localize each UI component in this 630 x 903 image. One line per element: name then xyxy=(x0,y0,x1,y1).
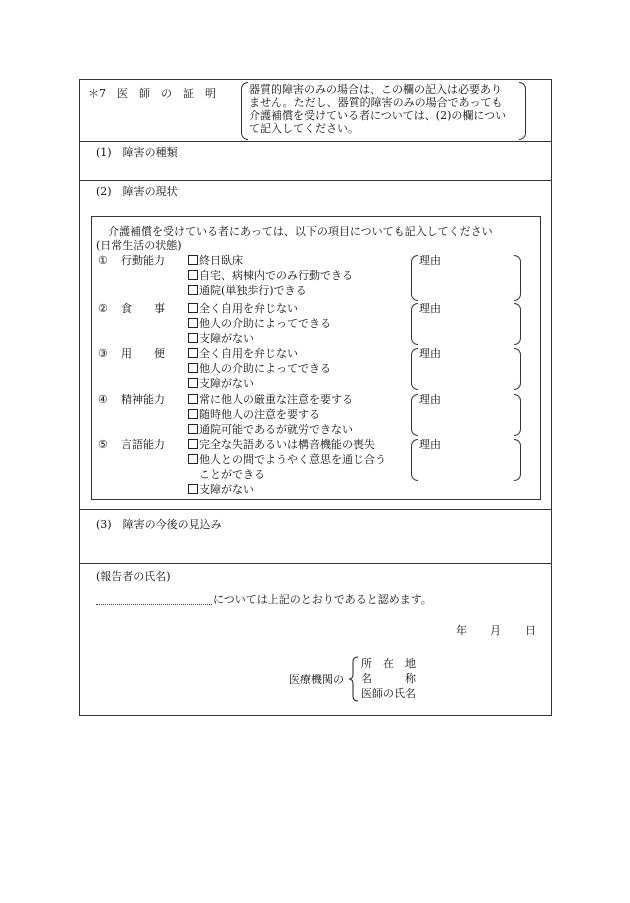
note-line-3: 介護補償を受けている者については、(2)の欄につい xyxy=(249,109,507,122)
item2-option-1: 全く自用を弁じない xyxy=(188,302,298,316)
item2-name: 食 事 xyxy=(121,302,165,315)
item4-name: 精神能力 xyxy=(121,393,165,406)
date-day: 日 xyxy=(525,624,536,637)
item5-option-1: 完全な失語あるいは構音機能の喪失 xyxy=(188,438,375,452)
item3-option-3: 支障がない xyxy=(188,377,254,391)
item5-option-2-cont: ことができる xyxy=(199,468,265,481)
item3-reason-bracket-left xyxy=(411,348,418,390)
item4-num: ④ xyxy=(98,393,108,406)
item2-reason: 理由 xyxy=(419,302,441,315)
frame-left xyxy=(79,79,80,715)
checkbox[interactable] xyxy=(188,439,198,449)
note-line-4: て記入してください。 xyxy=(249,122,359,135)
checkbox[interactable] xyxy=(188,424,198,434)
item4-reason-bracket-left xyxy=(411,394,418,436)
item2-option-3: 支障がない xyxy=(188,332,254,346)
checkbox[interactable] xyxy=(188,394,198,404)
checkbox[interactable] xyxy=(188,378,198,388)
checkbox[interactable] xyxy=(188,318,198,328)
item4-option-3: 通院可能であるが就労できない xyxy=(188,423,353,437)
daily-life-label: (日常生活の状態) xyxy=(96,239,182,252)
item1-option-1: 終日臥床 xyxy=(188,254,243,268)
item5-option-2: 他人との間でようやく意思を通じ合う xyxy=(188,453,386,467)
item5-reason-bracket-right xyxy=(514,439,521,481)
field-doctor: 医師の氏名 xyxy=(361,687,416,700)
reporter-name-field[interactable] xyxy=(96,603,212,605)
item4-reason-bracket-right xyxy=(514,394,521,436)
item5-reason: 理由 xyxy=(419,438,441,451)
checkbox[interactable] xyxy=(188,285,198,295)
note-line-1: 器質的障害のみの場合は、この欄の記入は必要あり xyxy=(249,83,502,96)
item5-num: ⑤ xyxy=(98,438,108,451)
reporter-name-label: (報告者の氏名) xyxy=(96,570,171,583)
item3-num: ③ xyxy=(98,347,108,360)
divider-2 xyxy=(79,180,551,181)
item2-option-2: 他人の介助によってできる xyxy=(188,317,331,331)
checkbox[interactable] xyxy=(188,270,198,280)
frame-bottom xyxy=(79,715,552,716)
section-title: ＊7 医 師 の 証 明 xyxy=(88,87,216,100)
sec3-label: (3) 障害の今後の見込み xyxy=(96,518,222,531)
item1-reason: 理由 xyxy=(419,254,441,267)
divider-4 xyxy=(79,563,551,564)
item1-option-3: 通院(単独歩行)できる xyxy=(188,284,307,298)
item4-option-2: 随時他人の注意を要する xyxy=(188,408,320,422)
item1-reason-bracket-left xyxy=(411,255,418,301)
item2-reason-bracket-left xyxy=(411,303,418,345)
item1-num: ① xyxy=(98,254,108,267)
item2-num: ② xyxy=(98,302,108,315)
note-bracket-right xyxy=(519,82,526,140)
checkbox[interactable] xyxy=(188,454,198,464)
note-bracket-left xyxy=(241,82,248,140)
item3-option-1: 全く自用を弁じない xyxy=(188,347,298,361)
item1-reason-bracket-right xyxy=(514,255,521,301)
checkbox[interactable] xyxy=(188,255,198,265)
item5-option-3: 支障がない xyxy=(188,483,254,497)
item5-reason-bracket-left xyxy=(411,439,418,481)
frame-top xyxy=(79,79,551,80)
item4-option-1: 常に他人の厳重な注意を要する xyxy=(188,393,353,407)
item3-reason: 理由 xyxy=(419,347,441,360)
item5-name: 言語能力 xyxy=(121,438,165,451)
field-address: 所 在 地 xyxy=(361,657,416,670)
frame-right xyxy=(551,79,552,715)
date-year: 年 xyxy=(456,624,467,637)
note-line-2: ません。ただし、器質的障害のみの場合であっても xyxy=(249,96,503,109)
checkbox[interactable] xyxy=(188,409,198,419)
item3-reason-bracket-right xyxy=(514,348,521,390)
sec2-label: (2) 障害の現状 xyxy=(96,185,178,198)
brace-icon xyxy=(349,656,359,702)
item4-reason: 理由 xyxy=(419,393,441,406)
item1-option-2: 自宅、病棟内でのみ行動できる xyxy=(188,269,353,283)
date-month: 月 xyxy=(490,624,501,637)
checkbox[interactable] xyxy=(188,303,198,313)
care-box-intro: 介護補償を受けている者にあっては、以下の項目についても記入してください xyxy=(108,225,493,238)
field-name: 名 称 xyxy=(361,672,416,685)
checkbox[interactable] xyxy=(188,333,198,343)
item3-name: 用 便 xyxy=(121,347,165,360)
sec1-label: (1) 障害の種類 xyxy=(96,146,178,159)
divider-1 xyxy=(79,141,551,142)
item2-reason-bracket-right xyxy=(514,303,521,345)
checkbox[interactable] xyxy=(188,484,198,494)
checkbox[interactable] xyxy=(188,363,198,373)
certify-text: については上記のとおりであると認めます。 xyxy=(213,593,432,606)
institution-label: 医療機関の xyxy=(289,673,344,686)
item3-option-2: 他人の介助によってできる xyxy=(188,362,331,376)
checkbox[interactable] xyxy=(188,348,198,358)
divider-3 xyxy=(79,509,551,510)
item1-name: 行動能力 xyxy=(121,254,165,267)
